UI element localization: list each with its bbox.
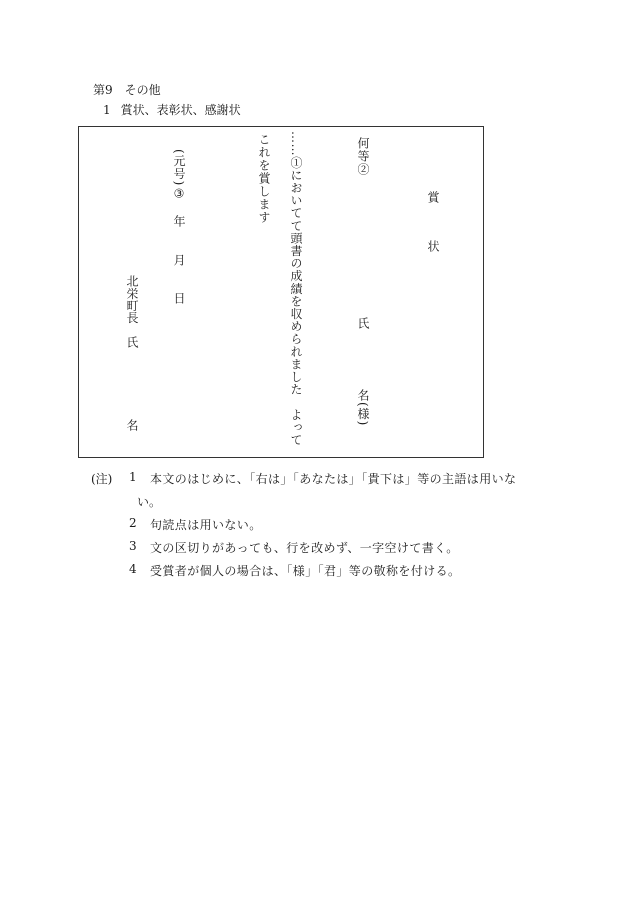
recipient-rank: 何等② [356, 137, 370, 176]
note-text: 本文のはじめに、「右は」「あなたは」「貴下は」等の主語は用いな [150, 472, 517, 486]
note-item [91, 539, 561, 562]
recipient-given-name: 名(様) [356, 389, 370, 427]
issuer-name: 名 [125, 419, 139, 432]
certificate-title-char-1: 賞 [426, 191, 440, 204]
note-text: 受賞者が個人の場合は、「様」「君」等の敬称を付ける。 [150, 564, 461, 578]
date-year: 年 [172, 215, 186, 228]
date-day: 日 [172, 292, 186, 305]
note-number: 1 [129, 470, 137, 484]
note-item [91, 516, 561, 539]
certificate-body-line-1: ……①においてて頭書の成績を収められました よって [289, 131, 303, 446]
note-continuation [91, 493, 561, 516]
section-heading: 第9 その他 [93, 83, 161, 97]
note-item [91, 470, 561, 493]
note-text-continued: い。 [137, 495, 162, 509]
certificate-title-char-2: 状 [426, 240, 440, 253]
note-number: 3 [129, 539, 137, 553]
certificate-body-line-2: これを賞します [257, 133, 271, 224]
issuer-title: 北栄町長 氏 [125, 275, 139, 349]
date-month: 月 [172, 254, 186, 267]
note-text: 句読点は用いない。 [150, 518, 262, 532]
recipient-surname: 氏 [356, 317, 370, 330]
subsection-heading [103, 101, 241, 118]
subsection-number: 1 [103, 103, 111, 117]
notes-label: (注) [91, 472, 113, 486]
certificate-template [78, 126, 484, 458]
notes-section [91, 470, 561, 585]
note-number: 2 [129, 516, 137, 530]
note-text: 文の区切りがあっても、行を改めず、一字空けて書く。 [150, 541, 459, 555]
date-era: (元号)③ [172, 149, 186, 202]
subsection-title: 賞状、表彰状、感謝状 [120, 103, 241, 117]
note-item [91, 562, 561, 585]
note-number: 4 [129, 562, 137, 576]
